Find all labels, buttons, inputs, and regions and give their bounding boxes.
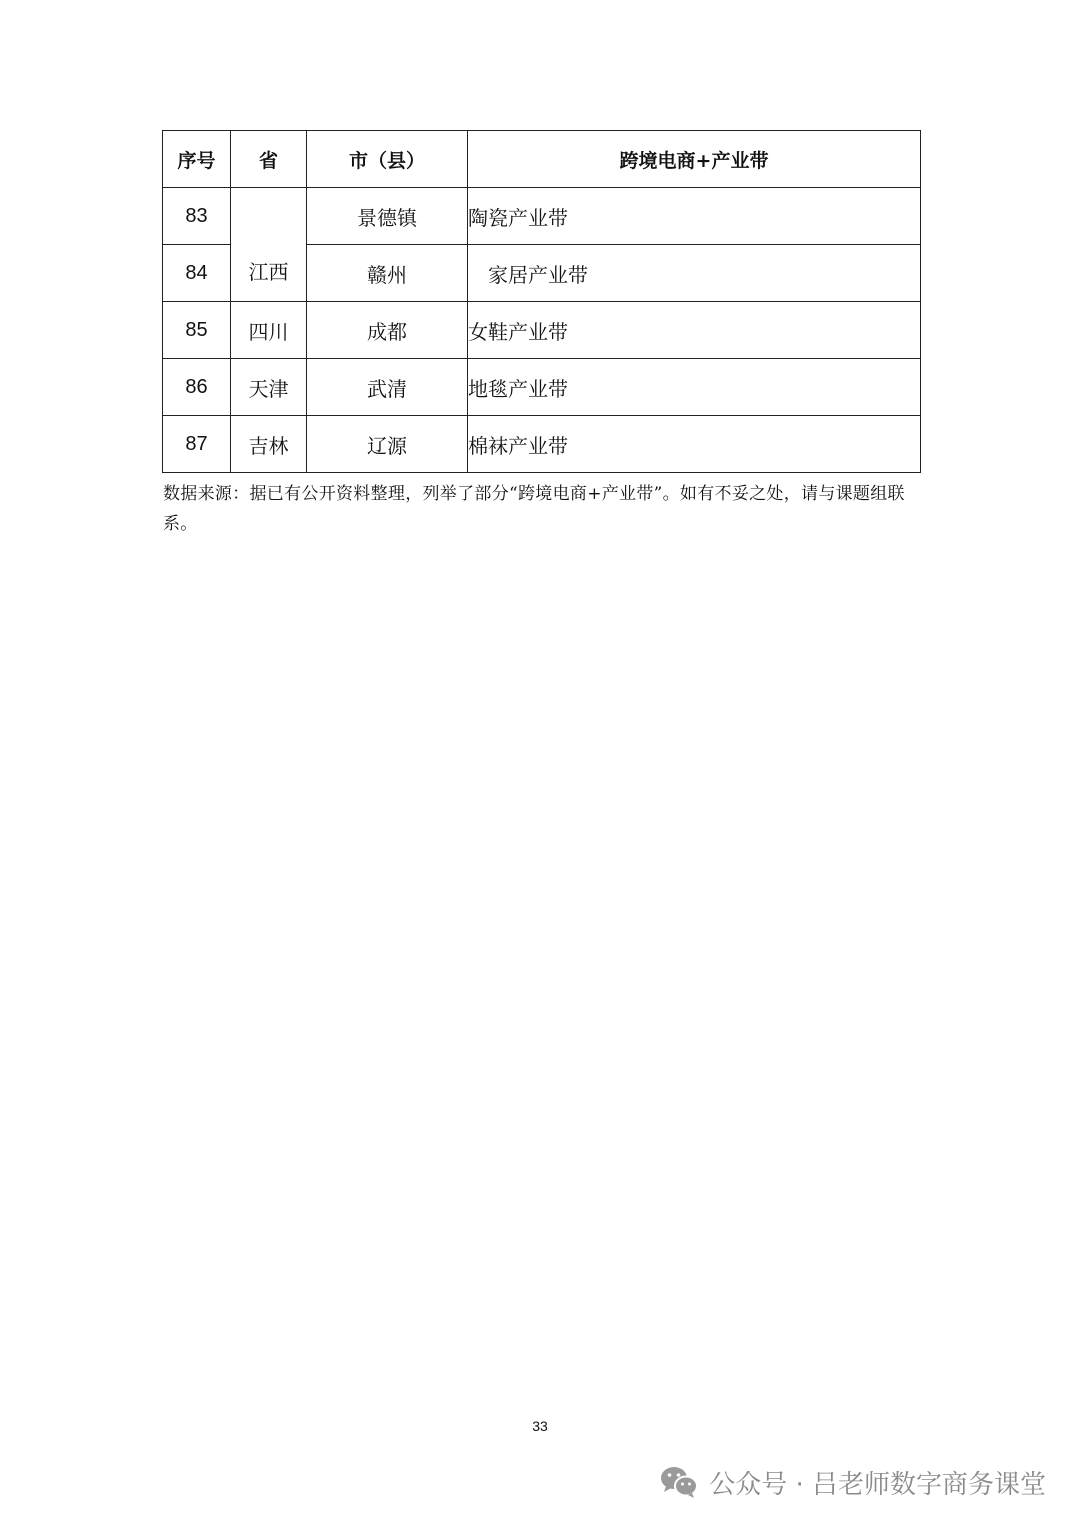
- city-cell: 辽源: [307, 416, 468, 473]
- serial-cell: 83: [163, 188, 231, 245]
- table-row: [163, 188, 921, 245]
- belt-cell: 女鞋产业带: [468, 302, 921, 359]
- data-source-note: 数据来源：据已有公开资料整理，列举了部分“跨境电商+产业带”。如有不妥之处，请与课题组联系。: [163, 484, 905, 534]
- table-row: [163, 416, 921, 473]
- belt-cell: 棉袜产业带: [468, 416, 921, 473]
- watermark-text: 公众号 · 吕老师数字商务课堂: [709, 1469, 1046, 1500]
- table-row: [163, 359, 921, 416]
- belt-cell: 陶瓷产业带: [468, 188, 921, 245]
- watermark: [659, 1462, 1046, 1502]
- table-header-row: [163, 131, 921, 188]
- belt-cell: 地毯产业带: [468, 359, 921, 416]
- belt-cell: 家居产业带: [468, 245, 921, 302]
- table-row: [163, 302, 921, 359]
- serial-cell: 87: [163, 416, 231, 473]
- header-city: 市（县）: [307, 131, 468, 188]
- header-province: 省: [231, 131, 307, 188]
- province-cell: 吉林: [231, 416, 307, 473]
- city-cell: 赣州: [307, 245, 468, 302]
- serial-cell: 84: [163, 245, 231, 302]
- page-number: 33: [532, 1418, 548, 1434]
- province-cell: 四川: [231, 302, 307, 359]
- city-cell: 武清: [307, 359, 468, 416]
- industry-belt-table: [162, 130, 921, 473]
- province-cell: 天津: [231, 359, 307, 416]
- serial-cell: 86: [163, 359, 231, 416]
- header-industry-belt: 跨境电商+产业带: [468, 131, 921, 188]
- province-cell-merged: 江西: [231, 188, 307, 302]
- city-cell: 成都: [307, 302, 468, 359]
- wechat-icon: [659, 1465, 699, 1499]
- city-cell: 景德镇: [307, 188, 468, 245]
- header-serial: 序号: [163, 131, 231, 188]
- serial-cell: 85: [163, 302, 231, 359]
